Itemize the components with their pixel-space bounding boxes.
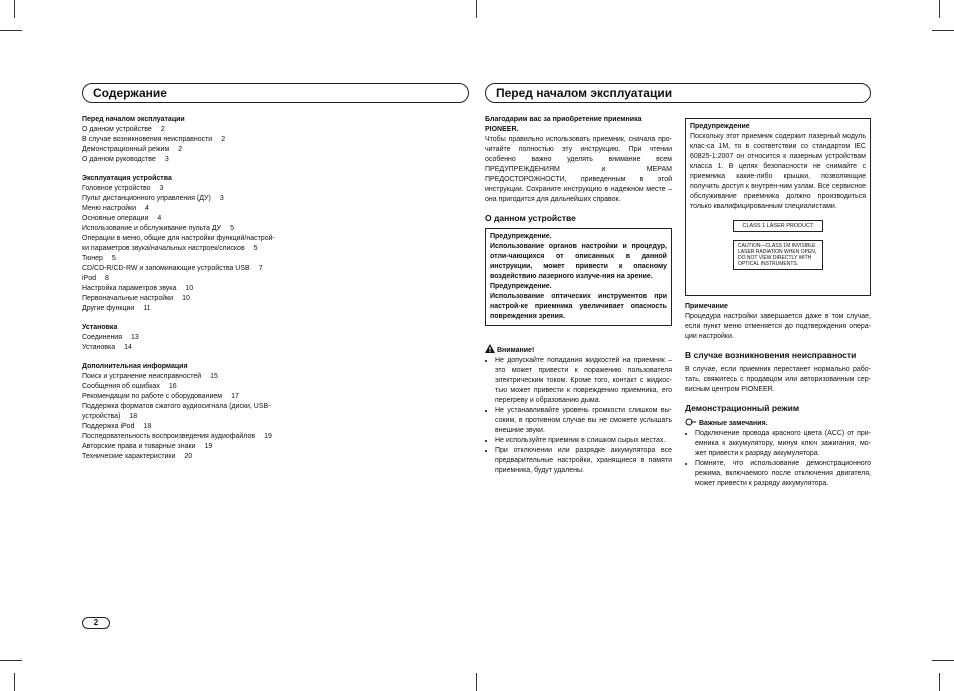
toc-entry-page: 4 (157, 215, 162, 222)
toc-entry-page: 2 (160, 126, 165, 133)
toc-entry[interactable] (82, 284, 277, 294)
important-notes-list (685, 429, 871, 489)
toc-entry[interactable] (82, 264, 277, 274)
contents-header: Содержание (82, 83, 469, 103)
warning-title: Предупреждение. (490, 233, 552, 240)
note-body: Процедура настройки завершается даже в том случае, если пункт меню отменяется до подтверждения опера-ции настройки. (685, 313, 871, 340)
toc-group-title: Эксплуатация устройства (82, 175, 172, 182)
warning-body: Поскольку этот приемник содержит лазерный модуль клас-са 1М, то в соответствии со стандартом IEC 60825-1:2007 он относится к лазерным устройствам класса 1. В целях безопасности не снимайте с приемника какие-либо крышки, позволяющие получить доступ к внутрен-ним узлам. Все сервисное обслуживание приемника должно производиться только квалифицированным специалистами. (690, 133, 866, 210)
toc-entry-label: Основные операции (82, 215, 149, 222)
warning-body: Использование органов настройки и процедур, отли-чающихся от описанных в данной инструкции, может привести к опасному воздействию лазерного излуче-ния на зрение. (490, 243, 667, 280)
toc-entry-label: Последовательность воспроизведения аудиофайлов (82, 433, 256, 440)
toc-entry[interactable] (82, 234, 277, 254)
toc-entry-label: Тюнер (82, 255, 103, 262)
bullet-item: • Не устанавливайте уровень громкости слишком вы-соким, в противном случае вы не сможете услышать внешние звуки. (495, 406, 672, 436)
toc-entry-label: Авторские права и товарные знаки (82, 443, 196, 450)
toc-entry-label: В случае возникновения неисправности (82, 136, 213, 143)
crop-mark (932, 30, 954, 31)
toc-entry-page: 8 (105, 275, 109, 282)
crop-mark (14, 673, 15, 691)
toc-entry[interactable] (82, 135, 277, 145)
bullet-item: • Помните, что использование демонстрационного режима, включаемого после отключения двигателя, может привести к разряду аккумулятора. (695, 459, 871, 489)
toc-entry[interactable] (82, 392, 277, 402)
toc-entry[interactable] (82, 155, 277, 165)
bullet-item: • Подключение провода красного цвета (ACC) от при-емника к аккумулятору, минуя ключ зажигания, мо-жет привести к разряду аккумулятора. (695, 429, 871, 459)
warning-triangle-icon (485, 347, 497, 354)
right-column (685, 118, 871, 489)
toc-entry-page: 5 (111, 255, 116, 262)
toc-entry-page: 3 (219, 195, 224, 202)
troubleshooting-heading: В случае возникновения неисправности (685, 350, 857, 360)
middle-column (485, 115, 672, 476)
laser-warning-box (485, 228, 672, 326)
laser-module-warning-box (685, 118, 871, 296)
toc-entry[interactable] (82, 184, 277, 194)
toc-entry-label: Установка (82, 344, 116, 351)
toc-entry-page: 10 (182, 295, 190, 302)
toc-group-title: Перед началом эксплуатации (82, 116, 185, 123)
crop-mark (476, 673, 477, 691)
toc-entry-page: 11 (143, 305, 151, 312)
toc-entry-page: 7 (258, 265, 263, 272)
toc-entry-page: 18 (129, 413, 138, 420)
toc-entry-label: О данном руководстве (82, 156, 156, 163)
toc-group (82, 174, 277, 314)
toc-group-title: Дополнительная информация (82, 363, 188, 370)
crop-mark (932, 660, 954, 661)
toc-entry-label: Головное устройство (82, 185, 151, 192)
toc-entry[interactable] (82, 145, 277, 155)
toc-entry-label: Пульт дистанционного управления (ДУ) (82, 195, 211, 202)
toc-entry-page: 2 (221, 136, 226, 143)
crop-mark (0, 660, 22, 661)
crop-mark (939, 673, 940, 691)
thanks-body: Чтобы правильно использовать приемник, сначала про-читайте полностью эту инструкцию. При чтении особенно важно уделять внимание всем ПРЕДУПРЕЖДЕНИЯМ и МЕРАМ ПРЕДОСТОРОЖНОСТИ, приведенным в этой инструкции. Сохраните инструкцию в надежном месте – она пригодится для дальнейших справок. (485, 136, 672, 203)
toc-entry-label: iPod (82, 275, 97, 282)
toc-entry-page: 13 (131, 334, 139, 341)
toc-entry-page: 5 (253, 245, 258, 252)
bullet-item: • Не допускайте попадания жидкостей на приемник – это может привести к поражению пользователя электрическим током. Кроме того, контакт с жидкос-тью может привести к повреждению приемника, его перегреву и образованию дыма. (495, 356, 672, 406)
toc-entry-label: Другие функции (82, 305, 135, 312)
toc-entry[interactable] (82, 442, 277, 452)
toc-entry-label: О данном устройстве (82, 126, 152, 133)
important-notes-title: Важные замечания. (685, 418, 871, 429)
toc-entry-page: 3 (159, 185, 164, 192)
toc-entry-label: Соединения (82, 334, 123, 341)
note-hand-icon (685, 420, 699, 427)
toc-entry[interactable] (82, 204, 277, 214)
toc-group-title: Установка (82, 324, 118, 331)
before-use-header: Перед началом эксплуатации (485, 83, 871, 103)
toc-entry-label: CD/CD-R/CD-RW и запоминающие устройства USB (82, 265, 250, 272)
table-of-contents (82, 115, 277, 471)
toc-entry-page: 15 (210, 373, 218, 380)
bullet-item: • Не используйте приемник в слишком сырых местах. (495, 436, 672, 446)
toc-entry-page: 14 (124, 344, 132, 351)
toc-entry-page: 5 (230, 225, 235, 232)
toc-entry-page: 19 (264, 433, 272, 440)
toc-entry[interactable] (82, 254, 277, 264)
toc-entry-page: 4 (145, 205, 149, 212)
toc-entry-page: 20 (184, 453, 193, 460)
toc-group (82, 323, 277, 353)
warning-title: Предупреждение. (490, 283, 552, 290)
note-title: Примечание (685, 303, 728, 310)
toc-entry-page: 19 (204, 443, 213, 450)
crop-mark (476, 0, 477, 18)
toc-entry[interactable] (82, 432, 277, 442)
toc-group (82, 115, 277, 165)
thanks-title: Благодарим вас за приобретение приемника PIONEER. (485, 116, 642, 133)
toc-entry[interactable] (82, 382, 277, 392)
toc-entry-page: 3 (164, 156, 169, 163)
bullet-item: • При отключении или разрядке аккумулятора все предварительные настройки, хранящиеся в памяти приемника, будут удалены. (495, 446, 672, 476)
toc-entry[interactable] (82, 304, 277, 314)
toc-entry-label: Меню настройки (82, 205, 136, 212)
troubleshooting-body: В случае, если приемник перестанет нормально рабо-тать, свяжитесь с продавцом или авторизованным сер-висным центром PIONEER. (685, 366, 871, 393)
toc-entry-page: 10 (185, 285, 194, 292)
toc-entry-page: 16 (168, 383, 177, 390)
toc-entry[interactable] (82, 422, 277, 432)
toc-entry[interactable] (82, 194, 277, 204)
toc-entry[interactable] (82, 294, 277, 304)
warning-body: Использование оптических инструментов при настрой-ке приемника увеличивает опасность повреждения зрения. (490, 293, 667, 320)
toc-entry-label: Сообщения об ошибках (82, 383, 160, 390)
toc-entry-label: Поддержка форматов сжатого аудиосигнала (диски, USB-устройства) (82, 403, 271, 420)
crop-mark (14, 0, 15, 18)
toc-entry-page: 17 (231, 393, 239, 400)
toc-entry-label: Поддержка iPod (82, 423, 135, 430)
laser-caution-label: CAUTION—CLASS 1M INVISIBLE LASER RADIATION WHEN OPEN, DO NOT VIEW DIRECTLY WITH OPTICAL INSTRUMENTS. (733, 240, 823, 270)
toc-entry[interactable] (82, 224, 277, 234)
toc-entry-label: Технические характеристики (82, 453, 176, 460)
demo-mode-heading: Демонстрационный режим (685, 403, 800, 413)
toc-entry[interactable] (82, 214, 277, 224)
toc-entry-label: Демонстрационный режим (82, 146, 170, 153)
toc-entry-label: Первоначальные настройки (82, 295, 174, 302)
toc-entry[interactable] (82, 333, 277, 343)
toc-entry-label: Поиск и устранение неисправностей (82, 373, 202, 380)
toc-entry[interactable] (82, 372, 277, 382)
class1-laser-label: CLASS 1 LASER PRODUCT (733, 220, 823, 232)
toc-entry[interactable] (82, 274, 277, 284)
warning-title: Предупреждение (690, 123, 750, 130)
toc-entry-label: Настройка параметров звука (82, 285, 177, 292)
toc-entry[interactable] (82, 125, 277, 135)
toc-entry-page: 18 (143, 423, 152, 430)
toc-entry-label: Операции в меню, общие для настройки функций/настрой-ки параметров звука/начальных настроек/списков (82, 235, 275, 252)
page-number: 2 (82, 617, 110, 629)
toc-entry[interactable] (82, 402, 277, 422)
about-device-heading: О данном устройстве (485, 213, 576, 223)
toc-entry-label: Использование и обслуживание пульта ДУ (82, 225, 222, 232)
toc-group (82, 362, 277, 462)
toc-entry-page: 2 (178, 146, 183, 153)
crop-mark (0, 30, 22, 31)
toc-entry[interactable] (82, 452, 277, 462)
caution-list (485, 356, 672, 476)
toc-entry-label: Рекомендации по работе с оборудованием (82, 393, 223, 400)
crop-mark (939, 0, 940, 18)
caution-title: Внимание! (485, 344, 672, 356)
toc-entry[interactable] (82, 343, 277, 353)
